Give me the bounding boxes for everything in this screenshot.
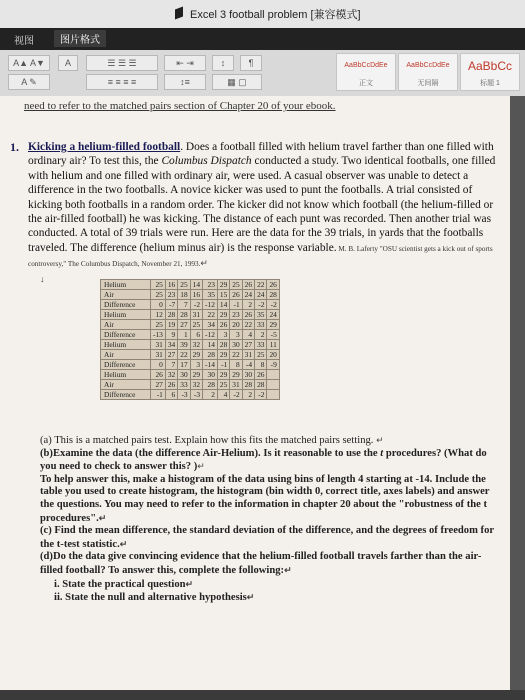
table-cell[interactable]: 3 [217,330,229,340]
table-cell[interactable]: 15 [217,290,229,300]
table-row [101,380,280,390]
table-cell[interactable]: 26 [165,380,177,390]
table-cell[interactable]: 3 [190,360,202,370]
table-row [101,340,280,350]
style-sample: AaBbCc [467,59,513,73]
table-cell[interactable]: 25 [151,320,166,330]
table-cell[interactable]: 27 [165,350,177,360]
table-cell[interactable]: 22 [242,320,254,330]
row-label: Helium [101,310,151,320]
part-d-text: Do the data give convincing evidence that the helium-filled football travels farther than the air-filled football? To answer this, complete the following: [40,551,482,576]
table-cell[interactable]: 14 [190,280,202,290]
table-cell[interactable]: 31 [230,380,242,390]
table-cell[interactable]: 28 [217,340,229,350]
table-cell[interactable]: 29 [217,350,229,360]
table-cell[interactable]: 29 [190,350,202,360]
paragraph-rest: conducted a study. Two identical footballs, one filled with helium and one filled with ordinary air, were used. A casual observer was unable to detect a difference in the two footballs. A novice kicker was used to punt the footballs. A trial consisted of kicking both footballs in a random order. The kicker did not know which football (the helium-filled or the air-filled football) he was kicking. The distance of each punt was recorded. Then another trial was conducted. A total of 39 trials were run. Here are the data for the 39 trials, in yards that the footballs traveled. The difference (helium minus air) is the response variable. [28,155,496,254]
table-cell[interactable]: 9 [165,330,177,340]
table-cell[interactable]: 8 [230,360,242,370]
table-cell[interactable]: 25 [217,380,229,390]
table-cell[interactable]: -12 [203,300,218,310]
table-cell[interactable]: 26 [242,310,254,320]
table-cell[interactable]: 25 [190,320,202,330]
paragraph-mark-icon: ↵ [185,578,194,589]
table-cell[interactable] [267,390,279,400]
paragraph-mark-icon: ↵ [376,435,384,445]
table-cell[interactable]: 4 [217,390,229,400]
part-a-text: (a) This is a matched pairs test. Explain how this fits the matched pairs setting. [40,435,374,446]
table-cell[interactable]: 12 [151,310,166,320]
part-b-help-text: To help answer this, make a histogram of the data using bins of length 4 starting at -14. Include the table you used to create histogram, the histogram (bin width 0, correct title, axes labels) and answer the questions. You may need to refer to the information in chapter 20 about the "robustness of the t procedures". [40,473,490,524]
table-cell[interactable]: 29 [217,310,229,320]
row-label: Difference [101,330,151,340]
row-label: Air [101,320,151,330]
part-d-i [40,578,495,592]
table-cell[interactable]: 3 [230,330,242,340]
table-cell[interactable]: 23 [230,310,242,320]
table-cell[interactable]: 32 [190,340,202,350]
table-cell[interactable]: 22 [230,350,242,360]
table-cell[interactable]: 33 [255,340,267,350]
table-row [101,370,280,380]
table-cell[interactable]: 11 [267,340,279,350]
table-cell[interactable]: 29 [190,370,202,380]
table-cell[interactable]: 28 [165,310,177,320]
table-cell[interactable]: -7 [165,300,177,310]
table-cell[interactable]: 24 [267,310,279,320]
table-cell[interactable]: 19 [165,320,177,330]
table-cell[interactable]: 6 [165,390,177,400]
table-cell[interactable]: 22 [178,350,190,360]
paragraph-mark-icon: ↵ [197,461,205,472]
table-cell[interactable]: -4 [242,360,254,370]
table-cell[interactable]: -13 [151,330,166,340]
table-cell[interactable]: 16 [165,280,177,290]
paragraph-mark-icon: ↵ [200,258,208,269]
table-cell[interactable]: 31 [190,310,202,320]
table-cell[interactable]: 26 [151,370,166,380]
style-normal[interactable] [336,53,396,91]
table-cell[interactable]: -9 [267,360,279,370]
table-cell[interactable]: 26 [242,280,254,290]
style-label: 正文 [359,80,373,87]
row-label: Helium [101,280,151,290]
table-cell[interactable]: 29 [217,280,229,290]
table-cell[interactable]: 2 [255,330,267,340]
table-cell[interactable]: 28 [178,310,190,320]
table-cell[interactable]: -2 [230,390,242,400]
paragraph-mark-icon: ↵ [119,538,128,549]
table-row [101,290,280,300]
table-cell[interactable]: 22 [203,310,218,320]
table-cell[interactable]: 26 [267,280,279,290]
part-d [40,551,495,577]
ribbon-tabs [0,28,525,50]
paragraph-mark-icon: ↵ [246,592,255,603]
table-cell[interactable]: 22 [255,280,267,290]
table-cell[interactable]: -12 [203,330,218,340]
question-title: Kicking a helium-filled football [28,141,181,153]
paragraph-mark-icon[interactable]: ¶ [240,55,262,71]
table-cell[interactable]: -1 [217,360,229,370]
table-cell[interactable]: -2 [255,390,267,400]
paragraph-lead: . Does a football filled with helium travel farther than one filled with ordinary air? To test this, the [28,141,494,168]
table-cell[interactable]: -3 [178,390,190,400]
table-cell[interactable]: 14 [203,340,218,350]
part-b-text2: procedures? (What do you need to check to answer this? ) [40,447,487,473]
row-label: Air [101,380,151,390]
document-page[interactable] [0,96,510,690]
table-cell[interactable]: 0 [151,300,166,310]
row-label: Helium [101,370,151,380]
table-cell[interactable]: 18 [178,290,190,300]
table-cell[interactable]: 30 [203,370,218,380]
tab-picture-format[interactable]: 图片格式 [54,30,106,47]
part-c-text: (c) Find the mean difference, the standard deviation of the difference, and the degrees of freedom for the t-test statistic. [40,525,494,550]
table-cell[interactable]: 28 [203,380,218,390]
anchor-arrow-icon: ↓ [40,274,45,284]
table-cell[interactable]: 0 [151,360,166,370]
line-spacing-icon[interactable]: ↕≡ [164,74,206,90]
table-cell[interactable]: 2 [242,300,254,310]
table-cell[interactable]: 20 [267,350,279,360]
paragraph-mark-icon: ↵ [284,564,292,575]
table-cell[interactable]: 33 [178,380,190,390]
table-cell[interactable]: 16 [190,290,202,300]
table-cell[interactable]: 8 [255,360,267,370]
table-cell[interactable]: -1 [230,300,242,310]
table-cell[interactable]: 6 [190,330,202,340]
table-cell[interactable]: 7 [178,300,190,310]
part-c [40,525,495,551]
table-cell[interactable]: 25 [151,280,166,290]
style-label: 标题 1 [480,80,500,87]
table-cell[interactable]: 31 [151,340,166,350]
row-label: Helium [101,340,151,350]
table-cell[interactable]: -5 [267,330,279,340]
window-title: Excel 3 football problem [兼容模式] [190,9,361,21]
table-cell[interactable]: 25 [178,280,190,290]
part-d-ii [40,591,495,605]
table-cell[interactable]: 4 [242,330,254,340]
part-b-label: (b) [40,447,53,459]
table-cell[interactable]: 30 [230,340,242,350]
align-buttons-icon[interactable]: ≡ ≡ ≡ ≡ [86,74,158,90]
table-row [101,360,280,370]
table-cell[interactable]: -2 [267,300,279,310]
part-b-text: Examine the data (the difference Air-Helium). Is it reasonable to use the [52,447,381,459]
table-cell[interactable]: 25 [255,350,267,360]
style-heading-1[interactable] [460,53,520,91]
table-cell[interactable]: 33 [255,320,267,330]
table-cell[interactable]: 25 [230,280,242,290]
table-row [101,320,280,330]
table-cell[interactable]: 7 [165,360,177,370]
part-d-label: (d) [40,551,53,563]
row-label: Difference [101,300,151,310]
question-paragraph [28,140,496,272]
table-row [101,280,280,290]
citation: M. B. Laferty "OSU scientist gets a kick out of sports controversy," The Columbus Dispatch, November 21, 1993. [28,244,493,269]
shading-icon[interactable]: ▦ ▢ [212,74,262,90]
table-cell[interactable]: -2 [190,300,202,310]
part-b [40,448,495,474]
part-d-i-text: i. State the practical question [54,578,186,590]
table-cell[interactable] [267,370,279,380]
table-cell[interactable]: 2 [242,390,254,400]
table-cell[interactable]: 29 [267,320,279,330]
table-cell[interactable]: 1 [178,330,190,340]
table-cell[interactable]: 24 [255,290,267,300]
table-cell[interactable]: 26 [217,320,229,330]
vertical-scrollbar[interactable] [510,96,525,690]
table-cell[interactable]: 23 [165,290,177,300]
question-number: 1. [10,140,19,154]
style-sample: AaBbCcDdEe [344,62,388,69]
clear-format-icon[interactable]: A [58,55,78,71]
ribbon-toolbar [0,50,525,97]
document-icon [175,7,183,20]
indent-icon[interactable]: ⇤ ⇥ [164,55,206,71]
table-cell[interactable]: 23 [203,280,218,290]
row-label: Air [101,290,151,300]
font-size-icon[interactable]: A▲ A▼ [8,55,50,71]
table-cell[interactable]: -3 [190,390,202,400]
status-bar [0,690,525,700]
table-cell[interactable]: 32 [190,380,202,390]
table-cell[interactable]: -1 [151,390,166,400]
table-row [101,350,280,360]
table-cell[interactable]: 34 [203,320,218,330]
question-parts [40,434,495,605]
table-cell[interactable]: 27 [242,340,254,350]
table-row [101,310,280,320]
table-cell[interactable]: -14 [203,360,218,370]
table-cell[interactable]: 28 [242,380,254,390]
table-cell[interactable]: 25 [151,290,166,300]
row-label: Difference [101,360,151,370]
table-cell[interactable]: 26 [230,290,242,300]
title-bar [0,0,525,29]
tab-view[interactable]: 视图 [14,36,34,47]
table-cell[interactable]: 35 [203,290,218,300]
table-row [101,300,280,310]
part-d-ii-text: ii. State the null and alternative hypothesis [54,592,247,604]
table-cell[interactable]: 30 [178,370,190,380]
table-cell[interactable]: 29 [230,370,242,380]
style-label: 无间隔 [417,80,439,87]
table-cell[interactable]: 29 [217,370,229,380]
table-cell[interactable]: 32 [165,370,177,380]
table-cell[interactable]: 27 [178,320,190,330]
table-cell[interactable]: 39 [178,340,190,350]
table-cell[interactable]: 35 [255,310,267,320]
part-b-help [40,474,495,525]
row-label: Difference [101,390,151,400]
table-cell[interactable]: 28 [203,350,218,360]
table-cell[interactable]: -2 [255,300,267,310]
table-cell[interactable]: 28 [267,290,279,300]
paragraph-mark-icon: ↵ [98,512,107,523]
table-row [101,330,280,340]
data-table[interactable] [100,279,280,400]
table-cell[interactable]: 30 [242,370,254,380]
style-no-spacing[interactable] [398,53,458,91]
sort-icon[interactable]: ↕ [212,55,234,71]
table-cell[interactable]: 24 [242,290,254,300]
table-row [101,390,280,400]
table-cell[interactable]: 28 [255,380,267,390]
row-label: Air [101,350,151,360]
table-cell[interactable]: 31 [151,350,166,360]
part-b-t: t [380,447,384,459]
top-line-text: need to refer to the matched pairs section of Chapter 20 of your ebook. [24,100,336,112]
list-buttons-icon[interactable]: ☰ ☰ ☰ [86,55,158,71]
highlight-icon[interactable]: A ✎ [8,74,50,90]
table-cell[interactable]: 20 [230,320,242,330]
table-cell[interactable]: 27 [151,380,166,390]
table-cell[interactable] [267,380,279,390]
style-sample: AaBbCcDdEe [406,62,450,69]
newspaper-name: Columbus Dispatch [161,155,252,168]
table-cell[interactable]: 34 [165,340,177,350]
table-cell[interactable]: 14 [217,300,229,310]
table-cell[interactable]: 26 [255,370,267,380]
table-cell[interactable]: 2 [203,390,218,400]
part-a [40,434,495,448]
table-cell[interactable]: 31 [242,350,254,360]
table-cell[interactable]: 17 [178,360,190,370]
